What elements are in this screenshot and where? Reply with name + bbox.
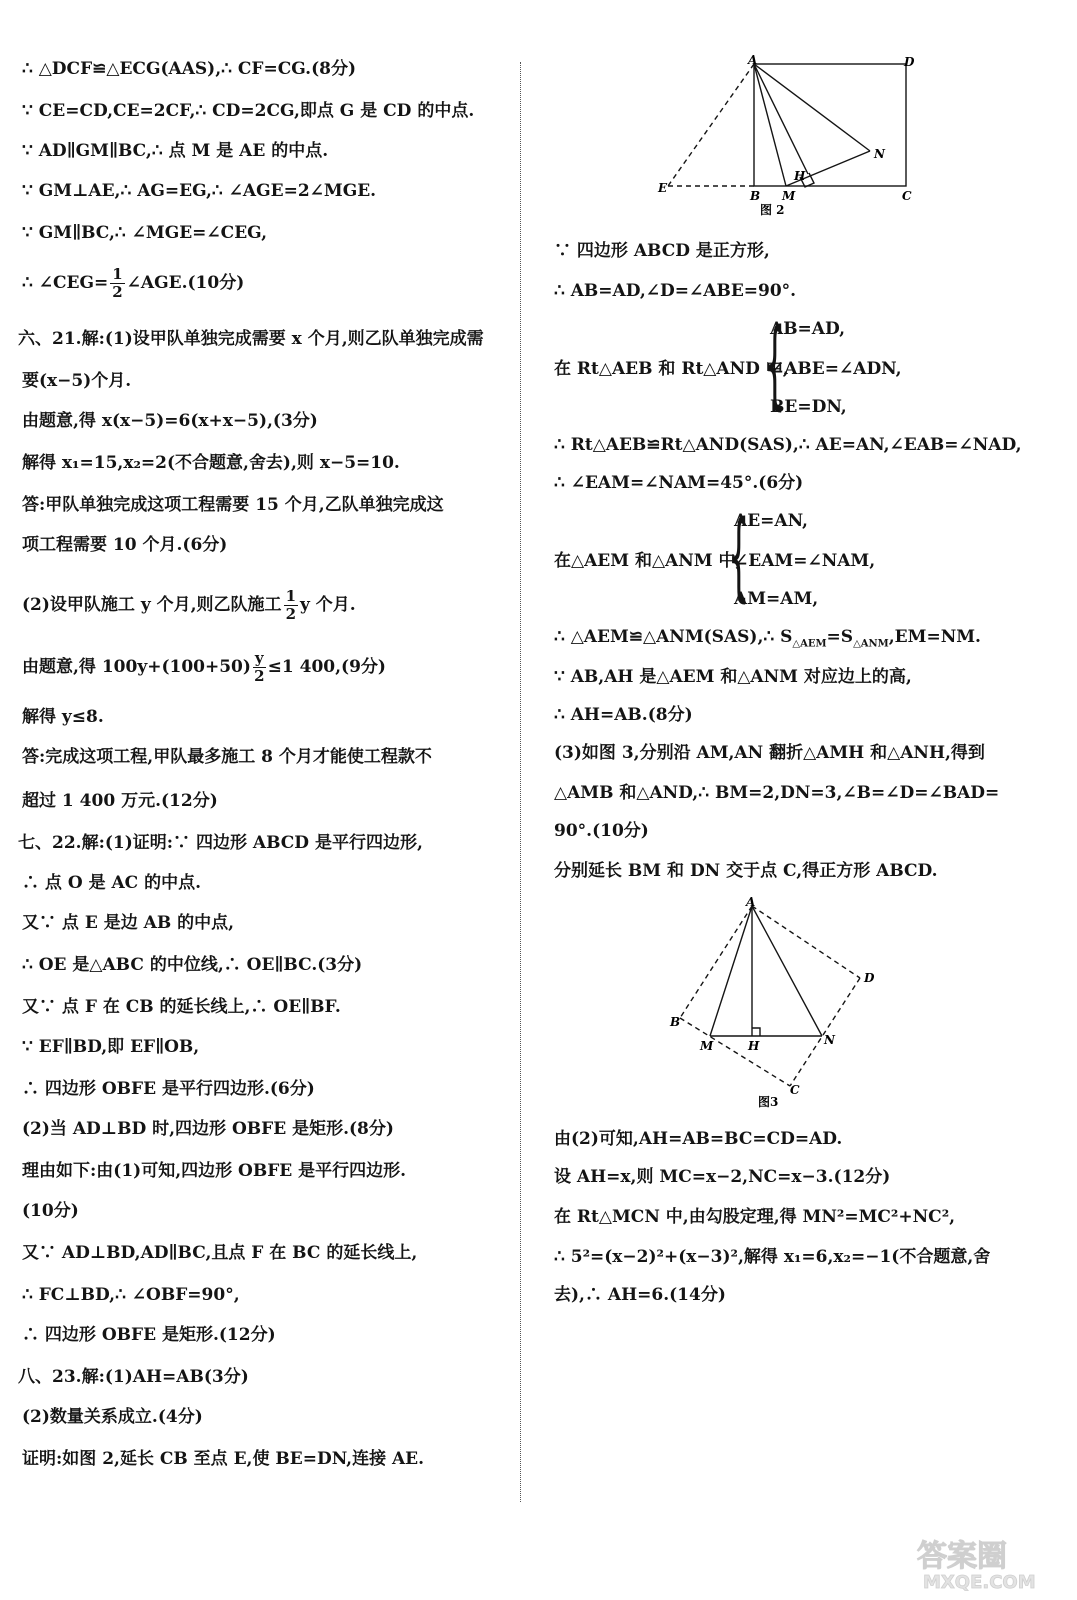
watermark-logo — [909, 1532, 1059, 1592]
text-line-with-subscripts — [554, 626, 981, 655]
numerator: y — [254, 649, 264, 667]
column-divider — [520, 62, 521, 1502]
question-22-heading: 七、22.解:(1)证明:∵ 四边形 ABCD 是平行四边形, — [18, 833, 423, 853]
text: ≤1 400,(9分) — [267, 657, 386, 677]
label-a: A — [748, 53, 758, 67]
label-e: E — [658, 181, 668, 195]
text-line: 由题意,得 x(x−5)=6(x+x−5),(3分) — [22, 411, 318, 431]
text-line: (2)当 AD⊥BD 时,四边形 OBFE 是矩形.(8分) — [22, 1119, 394, 1139]
figure-2-caption: 图 2 — [760, 203, 785, 217]
watermark-text: 答案圈 — [917, 1539, 1007, 1574]
text-line: ∵ AD∥GM∥BC,∴ 点 M 是 AE 的中点. — [22, 141, 329, 161]
figure-3 — [666, 894, 886, 1114]
segment-an — [752, 906, 822, 1036]
text: ,EM=NM. — [888, 627, 981, 647]
fraction — [253, 650, 266, 685]
segment-am — [710, 906, 752, 1036]
text-line: ∵ 四边形 ABCD 是正方形, — [554, 241, 770, 261]
label-h: H — [794, 169, 806, 183]
text-line: 答:甲队单独完成这项工程需要 15 个月,乙队单独完成这 — [22, 495, 444, 515]
system-line: ∠EAM=∠NAM, — [734, 551, 876, 571]
text-line: 去),∴ AH=6.(14分) — [554, 1285, 726, 1305]
text: 由题意,得 100y+(100+50) — [22, 657, 251, 677]
label-d: D — [904, 55, 915, 69]
system-line: AB=AD, — [770, 319, 846, 339]
text-line: 在 Rt△MCN 中,由勾股定理,得 MN²=MC²+NC², — [554, 1207, 956, 1227]
denominator: 2 — [285, 605, 296, 623]
text-line: ∵ GM∥BC,∴ ∠MGE=∠CEG, — [22, 223, 267, 243]
segment-ab — [680, 906, 752, 1018]
label-c: C — [790, 1083, 800, 1097]
label-c: C — [902, 189, 912, 203]
label-n: N — [824, 1033, 835, 1047]
text-line: 在△AEM 和△ANM 中, — [554, 551, 742, 571]
text-line: ∵ CE=CD,CE=2CF,∴ CD=2CG,即点 G 是 CD 的中点. — [22, 101, 475, 121]
text-line: ∴ AB=AD,∠D=∠ABE=90°. — [554, 281, 797, 301]
text-line: ∵ AB,AH 是△AEM 和△ANM 对应边上的高, — [554, 667, 912, 687]
text-line: 90°.(10分) — [554, 821, 649, 841]
watermark-icon — [909, 1532, 1059, 1592]
text: =S — [826, 627, 854, 647]
brace: { — [764, 308, 786, 420]
label-m: M — [782, 189, 796, 203]
watermark-site: MXQE.COM — [923, 1572, 1036, 1593]
text-line: ∴ 四边形 OBFE 是平行四边形.(6分) — [22, 1079, 315, 1099]
brace: { — [728, 500, 750, 612]
segment-ah — [754, 64, 808, 174]
text-line: 项工程需要 10 个月.(6分) — [22, 535, 228, 555]
segment-ad — [752, 906, 860, 978]
text-line: ∴ △DCF≌△ECG(AAS),∴ CF=CG.(8分) — [22, 59, 356, 79]
text-line: 又∵ 点 E 是边 AB 的中点, — [22, 913, 235, 933]
figure-2 — [648, 53, 915, 217]
text-line: ∴ 点 O 是 AC 的中点. — [22, 873, 202, 893]
denominator: 2 — [112, 283, 123, 301]
text-line: 又∵ 点 F 在 CB 的延长线上,∴ OE∥BF. — [22, 997, 341, 1017]
text-line: ∴ OE 是△ABC 的中位线,∴ OE∥BC.(3分) — [22, 955, 363, 975]
text-line: 超过 1 400 万元.(12分) — [22, 791, 218, 811]
text-line-with-fraction — [22, 588, 356, 623]
text-line: ∴ 5²=(x−2)²+(x−3)²,解得 x₁=6,x₂=−1(不合题意,舍 — [554, 1247, 991, 1267]
right-angle-mark — [752, 1028, 760, 1036]
label-d: D — [864, 971, 875, 985]
text-line: 又∵ AD⊥BD,AD∥BC,且点 F 在 BC 的延长线上, — [22, 1243, 418, 1263]
label-a: A — [746, 895, 756, 909]
text: ∠AGE.(10分) — [126, 273, 245, 293]
numerator: 1 — [112, 265, 123, 283]
segment-bc — [680, 1018, 790, 1086]
question-23-heading: 八、23.解:(1)AH=AB(3分) — [18, 1367, 249, 1387]
text: ∴ △AEM≌△ANM(SAS),∴ S — [554, 627, 793, 647]
text-line: 在 Rt△AEB 和 Rt△AND 中, — [554, 359, 789, 379]
system-line: AM=AM, — [734, 589, 819, 609]
segment-dc — [790, 978, 860, 1086]
label-b: B — [750, 189, 761, 203]
text-line-with-fraction — [22, 266, 244, 301]
text-line: 证明:如图 2,延长 CB 至点 E,使 BE=DN,连接 AE. — [22, 1449, 425, 1469]
text-line-with-fraction — [22, 650, 386, 685]
text-line: 解得 x₁=15,x₂=2(不合题意,舍去),则 x−5=10. — [22, 453, 400, 473]
question-21-heading: 六、21.解:(1)设甲队单独完成需要 x 个月,则乙队单独完成需 — [18, 329, 484, 349]
text-line: ∴ 四边形 OBFE 是矩形.(12分) — [22, 1325, 276, 1345]
fraction — [284, 588, 298, 623]
text-line: ∴ ∠EAM=∠NAM=45°.(6分) — [554, 473, 804, 493]
label-m: M — [700, 1039, 714, 1053]
text: (2)设甲队施工 y 个月,则乙队施工 — [22, 595, 282, 615]
text-line: ∵ EF∥BD,即 EF∥OB, — [22, 1037, 200, 1057]
text-line: 答:完成这项工程,甲队最多施工 8 个月才能使工程款不 — [22, 747, 432, 767]
subscript: △ANM — [853, 638, 889, 650]
segment-an — [754, 64, 870, 151]
text-line: 解得 y≤8. — [22, 707, 104, 727]
label-n: N — [874, 147, 885, 161]
text-line: (2)数量关系成立.(4分) — [22, 1407, 203, 1427]
system-line: ∠ABE=∠ADN, — [770, 359, 902, 379]
fraction — [110, 266, 124, 301]
text-line: ∴ AH=AB.(8分) — [554, 705, 693, 725]
system-line: BE=DN, — [770, 397, 847, 417]
text-line: 要(x−5)个月. — [22, 371, 132, 391]
numerator: 1 — [285, 587, 296, 605]
text-line: 分别延长 BM 和 DN 交于点 C,得正方形 ABCD. — [554, 861, 938, 881]
label-b: B — [670, 1015, 681, 1029]
segment-am — [754, 64, 786, 186]
text-line: (10分) — [22, 1201, 79, 1221]
text-line: 理由如下:由(1)可知,四边形 OBFE 是平行四边形. — [22, 1161, 407, 1181]
subscript: △AEM — [792, 638, 827, 650]
text: ∴ ∠CEG= — [22, 273, 109, 293]
text-line: △AMB 和△AND,∴ BM=2,DN=3,∠B=∠D=∠BAD= — [554, 783, 1000, 803]
label-h: H — [748, 1039, 760, 1053]
denominator: 2 — [254, 667, 265, 685]
text-line: 设 AH=x,则 MC=x−2,NC=x−3.(12分) — [554, 1167, 891, 1187]
system-line: AE=AN, — [734, 511, 808, 531]
text: y 个月. — [300, 595, 356, 615]
text-line: (3)如图 3,分别沿 AM,AN 翻折△AMH 和△ANH,得到 — [554, 743, 985, 763]
text-line: ∵ GM⊥AE,∴ AG=EG,∴ ∠AGE=2∠MGE. — [22, 181, 377, 201]
text-line: ∴ FC⊥BD,∴ ∠OBF=90°, — [22, 1285, 240, 1305]
text-line: 由(2)可知,AH=AB=BC=CD=AD. — [554, 1129, 843, 1149]
text-line: ∴ Rt△AEB≌Rt△AND(SAS),∴ AE=AN,∠EAB=∠NAD, — [554, 435, 1022, 455]
figure-3-caption: 图3 — [758, 1095, 779, 1109]
segment-ae — [668, 64, 754, 186]
